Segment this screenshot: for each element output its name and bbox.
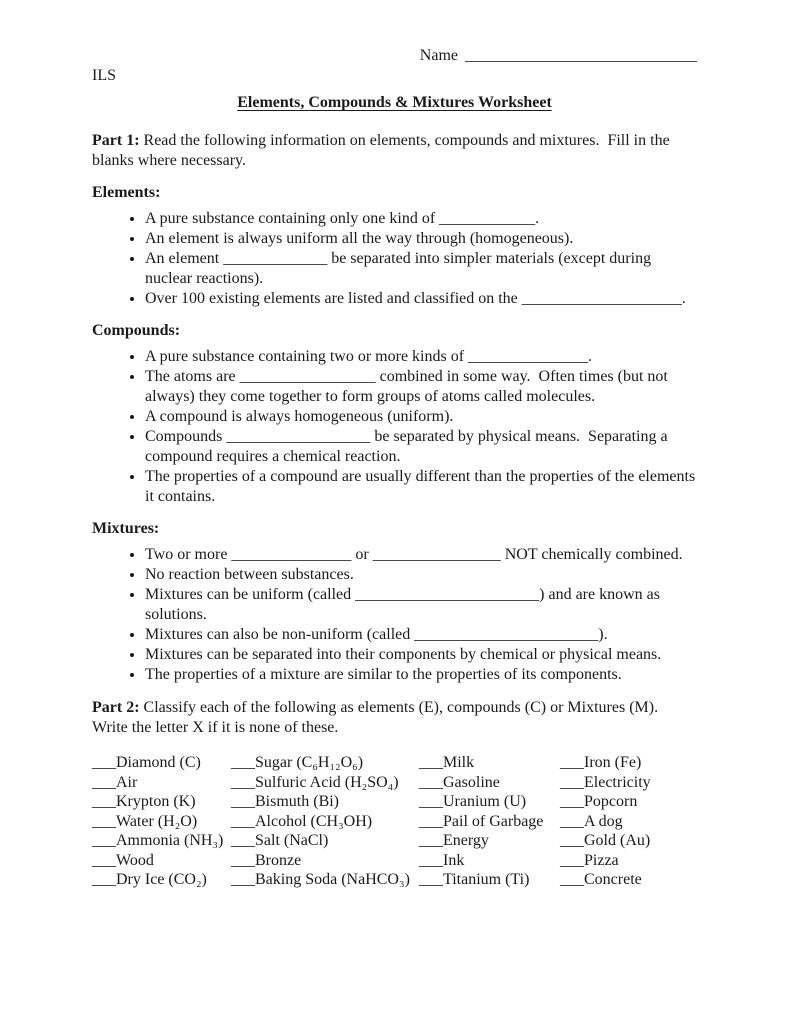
bullet-item: • No reaction between substances. [145, 565, 697, 585]
section-compounds [92, 321, 700, 507]
bullet-item: • Over 100 existing elements are listed and classified on the ____________________. [145, 289, 697, 309]
bullet-item: • The atoms are _________________ combined in some way. Often times (but not always) they come together to form groups of atoms called molecules. [145, 367, 697, 407]
bullet-item: • Two or more _______________ or ________________ NOT chemically combined. [145, 545, 697, 565]
bullet-item: • Mixtures can be uniform (called _______________________) and are known as solutions. [145, 585, 697, 625]
bullet-item: • Mixtures can also be non-uniform (called _______________________). [145, 625, 697, 645]
classify-item: ___Ammonia (NH₃) [92, 832, 224, 849]
bullet-item: • A pure substance containing only one kind of ____________. [145, 209, 697, 229]
part2-intro-text: Classify each of the following as elements (E), compounds (C) or Mixtures (M). Write the letter X if it is none of these. [92, 699, 662, 736]
part1-label: Part 1: [92, 132, 140, 149]
classify-item: ___A dog [560, 812, 623, 830]
elements-bullet-list [92, 209, 697, 309]
classify-item: ___Pail of Garbage [419, 812, 544, 830]
course-code: ILS [92, 67, 116, 84]
classify-item: ___Salt (NaCl) [231, 832, 329, 849]
section-heading-mixtures: Mixtures: [92, 520, 160, 537]
classify-item: ___Bronze [231, 851, 302, 869]
classify-grid [92, 753, 697, 890]
section-mixtures [92, 519, 697, 685]
classify-item: ___Wood [92, 851, 154, 869]
classify-item: ___Concrete [560, 871, 642, 888]
classify-item: ___Air [92, 773, 138, 791]
name-line [92, 46, 697, 66]
classify-item: ___Pizza [560, 851, 619, 869]
classify-item: ___Alcohol (CH₃OH) [231, 812, 373, 830]
classify-item: ___Electricity [560, 773, 651, 791]
bullet-item: • An element is always uniform all the way through (homogeneous). [145, 229, 697, 249]
classify-item: ___Ink [419, 851, 465, 869]
bullet-item: • Mixtures can be separated into their components by chemical or physical means. [145, 645, 697, 665]
section-heading-compounds: Compounds: [92, 322, 181, 339]
classify-item: ___Water (H₂O) [92, 812, 198, 830]
classify-item: ___Popcorn [560, 793, 638, 810]
classify-item: ___Milk [419, 754, 475, 771]
compounds-bullet-list [92, 347, 700, 507]
classify-item: ___Sugar (C₆H₁₂O₆) [231, 754, 364, 771]
part2-label: Part 2: [92, 699, 140, 716]
bullet-item: • The properties of a mixture are similar to the properties of its components. [145, 665, 697, 685]
bullet-item: • An element _____________ be separated into simpler materials (except during nuclear reactions). [145, 249, 697, 289]
section-elements [92, 183, 697, 309]
classify-item: ___Energy [419, 832, 489, 849]
classify-item: ___Krypton (K) [92, 793, 196, 810]
part1-intro [92, 131, 697, 171]
classify-item: ___Bismuth (Bi) [231, 793, 340, 810]
name-blank-line: _____________________________ [465, 47, 697, 64]
section-heading-elements: Elements: [92, 184, 161, 201]
part1-intro-text: Read the following information on elements, compounds and mixtures. Fill in the blanks where necessary. [92, 132, 674, 169]
part2-intro [92, 698, 697, 738]
classify-item: ___Titanium (Ti) [419, 871, 530, 888]
classify-item: ___Baking Soda (NaHCO₃) [231, 871, 410, 888]
bullet-item: • Compounds __________________ be separated by physical means. Separating a compound requires a chemical reaction. [145, 427, 697, 467]
classify-item: ___Dry Ice (CO₂) [92, 871, 207, 888]
classify-item: ___Uranium (U) [419, 793, 527, 810]
classify-item: ___Sulfuric Acid (H₂SO₄) [231, 773, 399, 791]
bullet-item: • The properties of a compound are usually different than the properties of the elements it contains. [145, 467, 697, 507]
classify-item: ___Diamond (C) [92, 754, 201, 771]
classify-item: ___Gasoline [419, 773, 500, 791]
classify-item: ___Gold (Au) [560, 832, 651, 849]
worksheet-title: Elements, Compounds & Mixtures Worksheet [237, 94, 552, 111]
bullet-item: • A pure substance containing two or more kinds of _______________. [145, 347, 697, 367]
mixtures-bullet-list [92, 545, 697, 685]
name-label: Name [419, 47, 458, 64]
bullet-item: • A compound is always homogeneous (uniform). [145, 407, 697, 427]
classify-item: ___Iron (Fe) [560, 754, 642, 771]
